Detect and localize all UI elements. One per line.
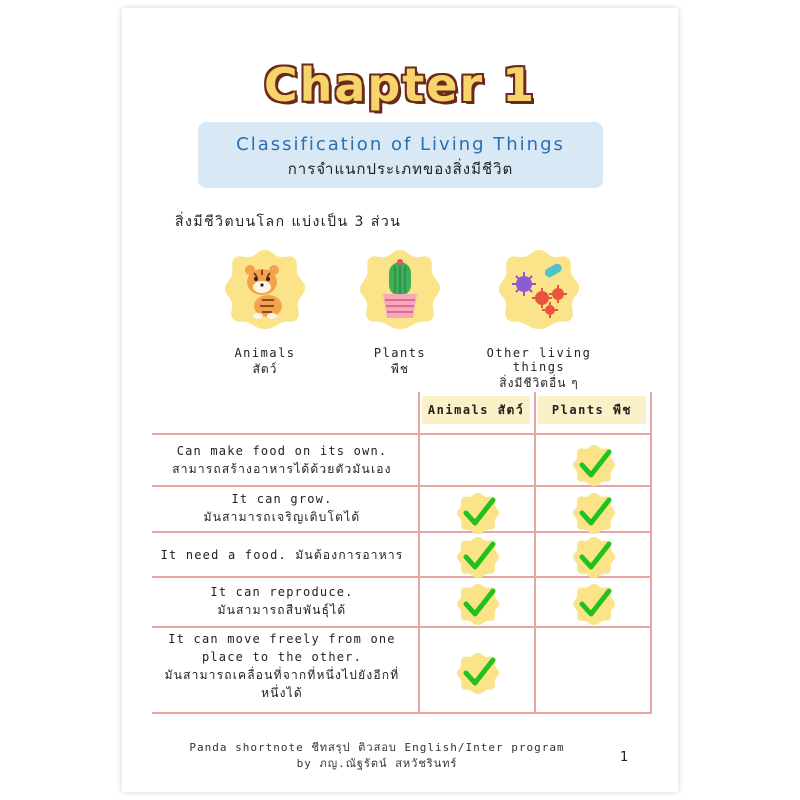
row-text-th: มันสามารถเคลื่อนที่จากที่หนึ่งไปยังอีกที่หนึ่งได้ (164, 668, 400, 700)
check-mark-icon (457, 652, 499, 694)
row-text-en: It need a food. มันต้องการอาหาร (160, 548, 404, 562)
category-label-en: Other living things (486, 346, 592, 374)
category-label-th: สัตว์ (252, 362, 278, 376)
row-label (152, 583, 412, 619)
footer-line-1: Panda shortnote ชีทสรุป ติวสอบ English/Inter program (189, 741, 565, 754)
grid-line (152, 433, 652, 435)
grid-line (650, 392, 652, 714)
row-text-en: Can make food on its own. (176, 444, 388, 458)
check-mark-icon (573, 583, 615, 625)
row-text-th: สามารถสร้างอาหารได้ด้วยตัวมันเอง (172, 462, 392, 476)
row-label (152, 442, 412, 478)
tiger-icon (224, 248, 306, 330)
header-plants: Plants พืช (538, 396, 646, 424)
category-label-th: พืช (390, 362, 410, 376)
grid-line (534, 392, 536, 714)
subtitle-english: Classification of Living Things (236, 134, 565, 155)
grid-line (152, 626, 652, 628)
footer (122, 740, 632, 772)
check-mark-icon (457, 536, 499, 578)
category-other (464, 248, 614, 393)
category-label-en: Animals (234, 346, 296, 360)
row-label (162, 630, 402, 702)
category-label-th: สิ่งมีชีวิตอื่น ๆ (499, 376, 579, 390)
intro-text: สิ่งมีชีวิตบนโลก แบ่งเป็น 3 ส่วน (175, 214, 402, 230)
grid-line (152, 712, 652, 714)
row-text-en: It can reproduce. (210, 585, 354, 599)
page-number: 1 (620, 750, 629, 765)
check-mark-icon (573, 536, 615, 578)
category-plants (325, 248, 475, 379)
check-mark-icon (573, 492, 615, 534)
row-label (152, 490, 412, 526)
cactus-icon (359, 248, 441, 330)
check-mark-icon (457, 492, 499, 534)
microbe-icon (498, 248, 580, 330)
category-animals (190, 248, 340, 379)
document-page (122, 8, 678, 792)
check-mark-icon (573, 444, 615, 486)
chapter-title: Chapter 1 (263, 58, 537, 112)
check-mark-icon (457, 583, 499, 625)
row-text-th: มันสามารถสืบพันธุ์ได้ (217, 603, 347, 617)
footer-line-2: by ภญ.ณัฐรัตน์ สหวัชรินทร์ (296, 757, 458, 770)
row-text-th: มันสามารถเจริญเติบโตได้ (203, 510, 361, 524)
subtitle-thai: การจำแนกประเภทของสิ่งมีชีวิต (287, 160, 514, 178)
header-animals: Animals สัตว์ (422, 396, 530, 424)
row-label (152, 546, 412, 564)
grid-line (418, 392, 420, 714)
subtitle-box (198, 122, 603, 188)
row-text-en: It can move freely from one place to the other. (168, 632, 396, 664)
category-label-en: Plants (373, 346, 427, 360)
row-text-en: It can grow. (231, 492, 333, 506)
